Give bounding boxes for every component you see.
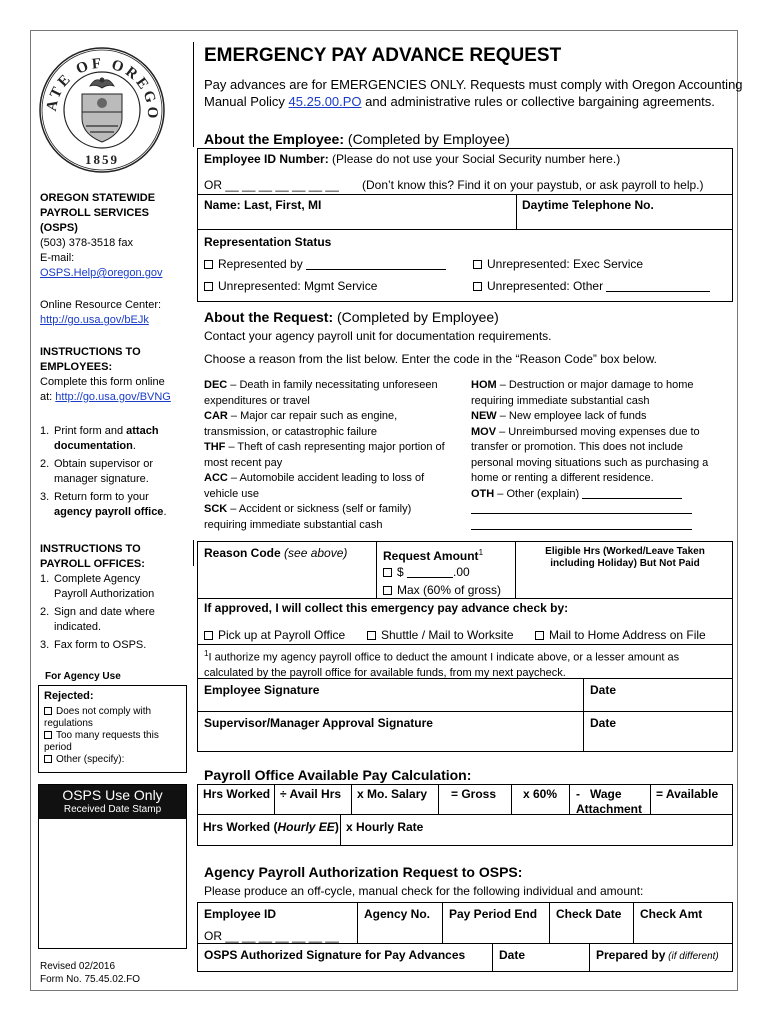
payroll-instructions	[40, 542, 190, 653]
reason-hom: HOM – Destruction or major damage to home requiring immediate substantial cash	[471, 379, 694, 407]
seal-year: 1859	[85, 152, 119, 167]
resource-label: Online Resource Center:	[40, 299, 162, 311]
employee-steps	[40, 424, 190, 520]
seal-top-text: ATE OF OREGO	[43, 55, 161, 122]
calc-sixty-pct[interactable]: x 60%	[523, 787, 558, 801]
payroll-step-3: 3. Fax form to OSPS.	[40, 639, 147, 651]
calc-col-div-3	[438, 784, 439, 814]
reason-dec: DEC – Death in family necessitating unforeseen expenditures or travel	[204, 379, 438, 407]
employee-id-or-row[interactable]	[204, 178, 724, 193]
emp-step-2: 2. Obtain supervisor or manager signature.	[40, 458, 154, 485]
rejected-checkbox-1[interactable]	[44, 707, 52, 715]
rejected-checkbox-2[interactable]	[44, 731, 52, 739]
reason-sck: SCK – Accident or sickness (self or family) requiring immediate substantial cash	[204, 503, 412, 531]
request-section-title: About the Request: (Completed by Employee)	[204, 309, 499, 325]
sup-sig-top-line	[197, 711, 733, 712]
emp-text-1: Complete this form online	[40, 376, 165, 388]
collect-mail-home-checkbox[interactable]	[535, 631, 544, 640]
other-explain-line-3[interactable]	[471, 529, 692, 530]
osps-sig-top-line	[197, 943, 733, 944]
represented-by-field[interactable]	[306, 258, 446, 270]
agency-or-blanks[interactable]: OR __ __ __ __ __ __ __	[204, 929, 339, 943]
emp-form-link[interactable]: http://go.usa.gov/BVNG	[55, 391, 171, 403]
sidebar-divider	[193, 540, 194, 566]
intro-line-1: Pay advances are for EMERGENCIES ONLY. Requests must comply with Oregon Accounting	[204, 77, 743, 92]
intro-text	[204, 76, 743, 110]
header-divider	[193, 42, 194, 147]
intro-line-2-pre: Manual Policy	[204, 94, 289, 109]
employee-date-label[interactable]: Date	[590, 683, 617, 697]
policy-link[interactable]: 45.25.00.PO	[288, 94, 362, 109]
reason-code-label[interactable]: Reason Code (see above)	[204, 546, 348, 560]
osps-date-divider	[589, 943, 590, 972]
payroll-step-1: 1. Complete Agency Payroll Authorization	[40, 573, 155, 600]
calc-section-title: Payroll Office Available Pay Calculation:	[204, 767, 472, 783]
employee-id-or-blanks: OR __ __ __ __ __ __ __	[204, 178, 339, 192]
payroll-heading-2: PAYROLL OFFICES:	[40, 558, 145, 570]
rep-mgmt-checkbox[interactable]	[204, 282, 213, 291]
reason-mov: MOV – Unreimbursed moving expenses due to transfer or promotion. This does not include personal moving situations such as purchasing a home or renting a different residence.	[471, 425, 709, 484]
employee-id-row: Employee ID Number: (Please do not use your Social Security number here.)	[204, 152, 621, 166]
agency-check-amt[interactable]: Check Amt	[640, 907, 703, 921]
reason-oth[interactable]: OTH – Other (explain)	[471, 487, 733, 503]
amount-dollar-row[interactable]: $ .00	[383, 565, 470, 580]
agency-col-div-3	[549, 902, 550, 943]
reason-thf: THF – Theft of cash representing major portion of most recent pay	[204, 441, 445, 469]
contact-note: Contact your agency payroll unit for documentation requirements.	[204, 329, 552, 343]
collect-pickup-checkbox[interactable]	[204, 631, 213, 640]
fax-number: (503) 378-3518 fax	[40, 237, 133, 249]
reason-new: NEW – New employee lack of funds	[471, 410, 647, 422]
org-line-2: PAYROLL SERVICES	[40, 207, 150, 219]
org-line-3: (OSPS)	[40, 222, 78, 234]
rejected-checkbox-3[interactable]	[44, 755, 52, 763]
amount-dollar-field[interactable]	[407, 566, 453, 578]
employee-section-title: About the Employee: (Completed by Employee)	[204, 131, 510, 147]
auth-top-line	[197, 644, 733, 645]
amount-dollar-checkbox[interactable]	[383, 568, 392, 577]
rejected-item-3[interactable]: Other (specify):	[44, 754, 184, 766]
emp-step-1: 1. Print form and attach documentation.	[40, 425, 159, 452]
rep-top-line	[197, 229, 733, 230]
emp-heading-1: INSTRUCTIONS TO	[40, 346, 141, 358]
osps-date-label[interactable]: Date	[499, 948, 526, 962]
page-title: EMERGENCY PAY ADVANCE REQUEST	[204, 45, 562, 66]
calc-hourly-rate[interactable]: x Hourly Rate	[346, 820, 424, 834]
sig-date-divider	[583, 678, 584, 752]
emp-step-3: 3. Return form to your agency payroll office.	[40, 491, 167, 518]
stamp-label: Received Date Stamp	[63, 804, 162, 815]
rep-option-represented[interactable]: Represented by	[204, 257, 446, 272]
osps-use-label: OSPS Use Only	[62, 787, 163, 803]
resource-link[interactable]: http://go.usa.gov/bEJk	[40, 314, 149, 326]
paystub-note: (Don’t know this? Find it on your paystub, or ask payroll to help.)	[362, 178, 704, 192]
amount-max-row[interactable]: Max (60% of gross)	[383, 583, 501, 598]
supervisor-signature-label[interactable]: Supervisor/Manager Approval Signature	[204, 716, 433, 730]
agency-section-title: Agency Payroll Authorization Request to OSPS:	[204, 864, 523, 880]
eligible-hours-label[interactable]: Eligible Hrs (Worked/Leave Taken including Holiday) But Not Paid	[545, 546, 705, 569]
reason-acc: ACC – Automobile accident leading to loss of vehicle use	[204, 472, 425, 500]
calc-col-div-2	[351, 784, 352, 814]
rep-other-field[interactable]	[606, 280, 710, 292]
sidebar	[40, 191, 190, 281]
reason-amount-divider	[376, 541, 377, 598]
state-seal	[38, 46, 166, 174]
intro-line-2-post: and administrative rules or collective bargaining agreements.	[361, 94, 715, 109]
calc-hrs-worked[interactable]: Hrs Worked	[203, 787, 271, 801]
rep-title: Representation Status	[204, 235, 332, 249]
calc-col-div-6	[650, 784, 651, 814]
calc-col-div-4	[511, 784, 512, 814]
agency-col-div-1	[357, 902, 358, 943]
rep-exec-checkbox[interactable]	[473, 260, 482, 269]
calc-available[interactable]: = Available	[656, 787, 719, 801]
amount-eligible-divider	[515, 541, 516, 598]
agency-subtitle: Please produce an off-cycle, manual check for the following individual and amount:	[204, 884, 644, 898]
employee-instructions	[40, 345, 190, 405]
agency-number[interactable]: Agency No.	[364, 907, 431, 921]
osps-signature-label[interactable]: OSPS Authorized Signature for Pay Advances	[204, 948, 466, 962]
form-number: Form No. 75.45.02.FO	[40, 974, 141, 985]
phone-divider	[516, 194, 517, 229]
calc-hourly-hrs[interactable]: Hrs Worked (Hourly EE)	[203, 820, 339, 834]
calc-row2-line	[197, 814, 733, 815]
oregon-seal-icon	[38, 46, 166, 174]
rep-option-other[interactable]: Unrepresented: Other	[473, 279, 710, 294]
payroll-heading-1: INSTRUCTIONS TO	[40, 543, 141, 555]
calc-wage[interactable]: - Wage Attachment	[576, 787, 643, 816]
collect-pickup[interactable]: Pick up at Payroll Office	[204, 628, 345, 643]
rep-option-mgmt[interactable]: Unrepresented: Mgmt Service	[204, 279, 377, 294]
choose-note: Choose a reason from the list below. Enter the code in the “Reason Code” box below.	[204, 352, 657, 366]
reason-car: CAR – Major car repair such as engine, transmission, or catastrophic failure	[204, 410, 398, 438]
collect-label: If approved, I will collect this emergency pay advance check by:	[204, 601, 569, 615]
email-link[interactable]: OSPS.Help@oregon.gov	[40, 267, 163, 279]
emp-text-2: at:	[40, 391, 56, 403]
emp-sig-top-line	[197, 678, 733, 679]
email-label: E-mail:	[40, 252, 75, 264]
rejected-title: Rejected:	[44, 690, 94, 702]
calc-col-div-1	[274, 784, 275, 814]
other-explain-line-2[interactable]	[471, 513, 692, 514]
org-line-1: OREGON STATEWIDE	[40, 192, 156, 204]
rejected-item-2[interactable]: Too many requests this period	[44, 730, 159, 753]
prepared-by-label[interactable]: Prepared by (if different)	[596, 948, 719, 962]
name-label[interactable]: Name: Last, First, MI	[204, 198, 322, 212]
payroll-step-2: 2. Sign and date where indicated.	[40, 606, 155, 633]
calc-gross[interactable]: = Gross	[451, 787, 497, 801]
phone-label[interactable]: Daytime Telephone No.	[522, 198, 654, 212]
authorization-text: $^1$I authorize my agency payroll office to deduct the amount I indicate above, or a lesser amount as calculated by the payroll office for available funds, from my next paycheck.	[204, 649, 680, 679]
other-explain-field[interactable]	[582, 487, 682, 499]
calc-col-div-5	[569, 784, 570, 814]
revision-info	[40, 960, 140, 986]
agency-employee-id[interactable]: Employee ID	[204, 907, 277, 921]
collect-mail-home[interactable]: Mail to Home Address on File	[535, 628, 706, 643]
rejected-item-1[interactable]: Does not comply with regulations	[44, 706, 152, 729]
revised-date: Revised 02/2016	[40, 961, 116, 972]
amount-max-checkbox[interactable]	[383, 586, 392, 595]
request-amount-label: Request Amount$^1$	[383, 548, 484, 563]
calc-mo-salary[interactable]: x Mo. Salary	[357, 787, 428, 801]
supervisor-date-label[interactable]: Date	[590, 716, 617, 730]
osps-sig-divider	[492, 943, 493, 972]
collect-top-line	[197, 598, 733, 599]
calc-avail-hrs[interactable]: ÷ Avail Hrs	[280, 787, 342, 801]
rep-other-checkbox[interactable]	[473, 282, 482, 291]
agency-check-date[interactable]: Check Date	[556, 907, 622, 921]
agency-use-label: For Agency Use	[45, 671, 121, 682]
reasons-right	[471, 378, 733, 502]
osps-use-banner	[39, 785, 186, 819]
reasons-left	[204, 378, 466, 533]
rep-option-exec[interactable]: Unrepresented: Exec Service	[473, 257, 643, 272]
agency-col-div-2	[442, 902, 443, 943]
employee-signature-label[interactable]: Employee Signature	[204, 683, 320, 697]
name-top-line	[197, 194, 733, 195]
agency-col-div-4	[633, 902, 634, 943]
emp-heading-2: EMPLOYEES:	[40, 361, 113, 373]
collect-shuttle[interactable]: Shuttle / Mail to Worksite	[367, 628, 514, 643]
resource-center	[40, 298, 190, 328]
collect-shuttle-checkbox[interactable]	[367, 631, 376, 640]
rejected-content	[44, 689, 184, 766]
calc-row2-divider	[340, 814, 341, 846]
agency-pay-period-end[interactable]: Pay Period End	[449, 907, 538, 921]
rep-represented-checkbox[interactable]	[204, 260, 213, 269]
